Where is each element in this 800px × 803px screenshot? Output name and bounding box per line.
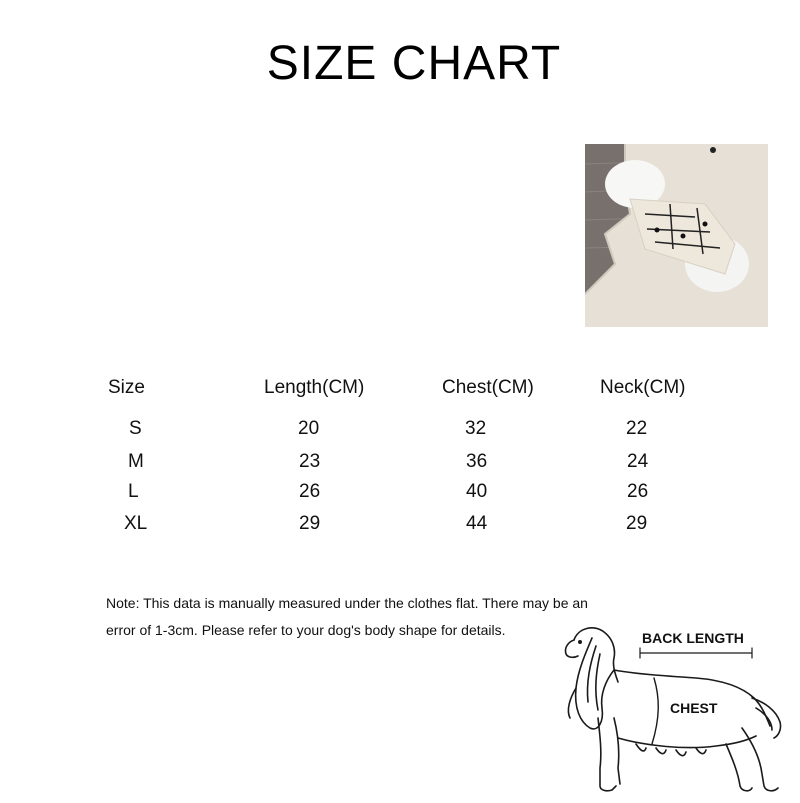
back-length-label: BACK LENGTH [642,630,744,646]
row-xl-neck: 29 [626,513,648,534]
dog-measurement-diagram [556,618,788,798]
row-m-neck: 24 [627,451,649,472]
row-m-chest: 36 [466,451,488,472]
row-s-size: S [129,418,142,439]
header-length: Length(CM) [264,377,365,398]
dog-front-leg-outline [598,718,616,791]
row-s-length: 20 [298,418,320,439]
note-line-2: error of 1-3cm. Please refer to your dog's body shape for details. [106,622,506,638]
dog-back-outline [614,670,770,726]
chest-bracket [652,678,658,744]
row-l-chest: 40 [466,481,488,502]
row-m-length: 23 [299,451,321,472]
row-xl-chest: 44 [466,513,488,534]
chest-label: CHEST [670,700,718,716]
row-xl-size: XL [124,513,148,534]
row-m-size: M [128,451,144,472]
dog-sweater-photo [585,144,768,327]
row-xl-length: 29 [299,513,321,534]
dog-hind-leg-outline [742,728,778,791]
row-l-size: L [128,481,139,502]
dog-belly-outline [618,736,756,748]
row-s-neck: 22 [626,418,648,439]
header-neck: Neck(CM) [600,377,686,398]
header-chest: Chest(CM) [442,377,534,398]
page-title: SIZE CHART [266,37,562,90]
note-line-1: Note: This data is manually measured under the clothes flat. There may be an [106,595,588,611]
row-l-neck: 26 [627,481,649,502]
row-s-chest: 32 [465,418,487,439]
header-size: Size [108,377,145,398]
row-l-length: 26 [299,481,321,502]
